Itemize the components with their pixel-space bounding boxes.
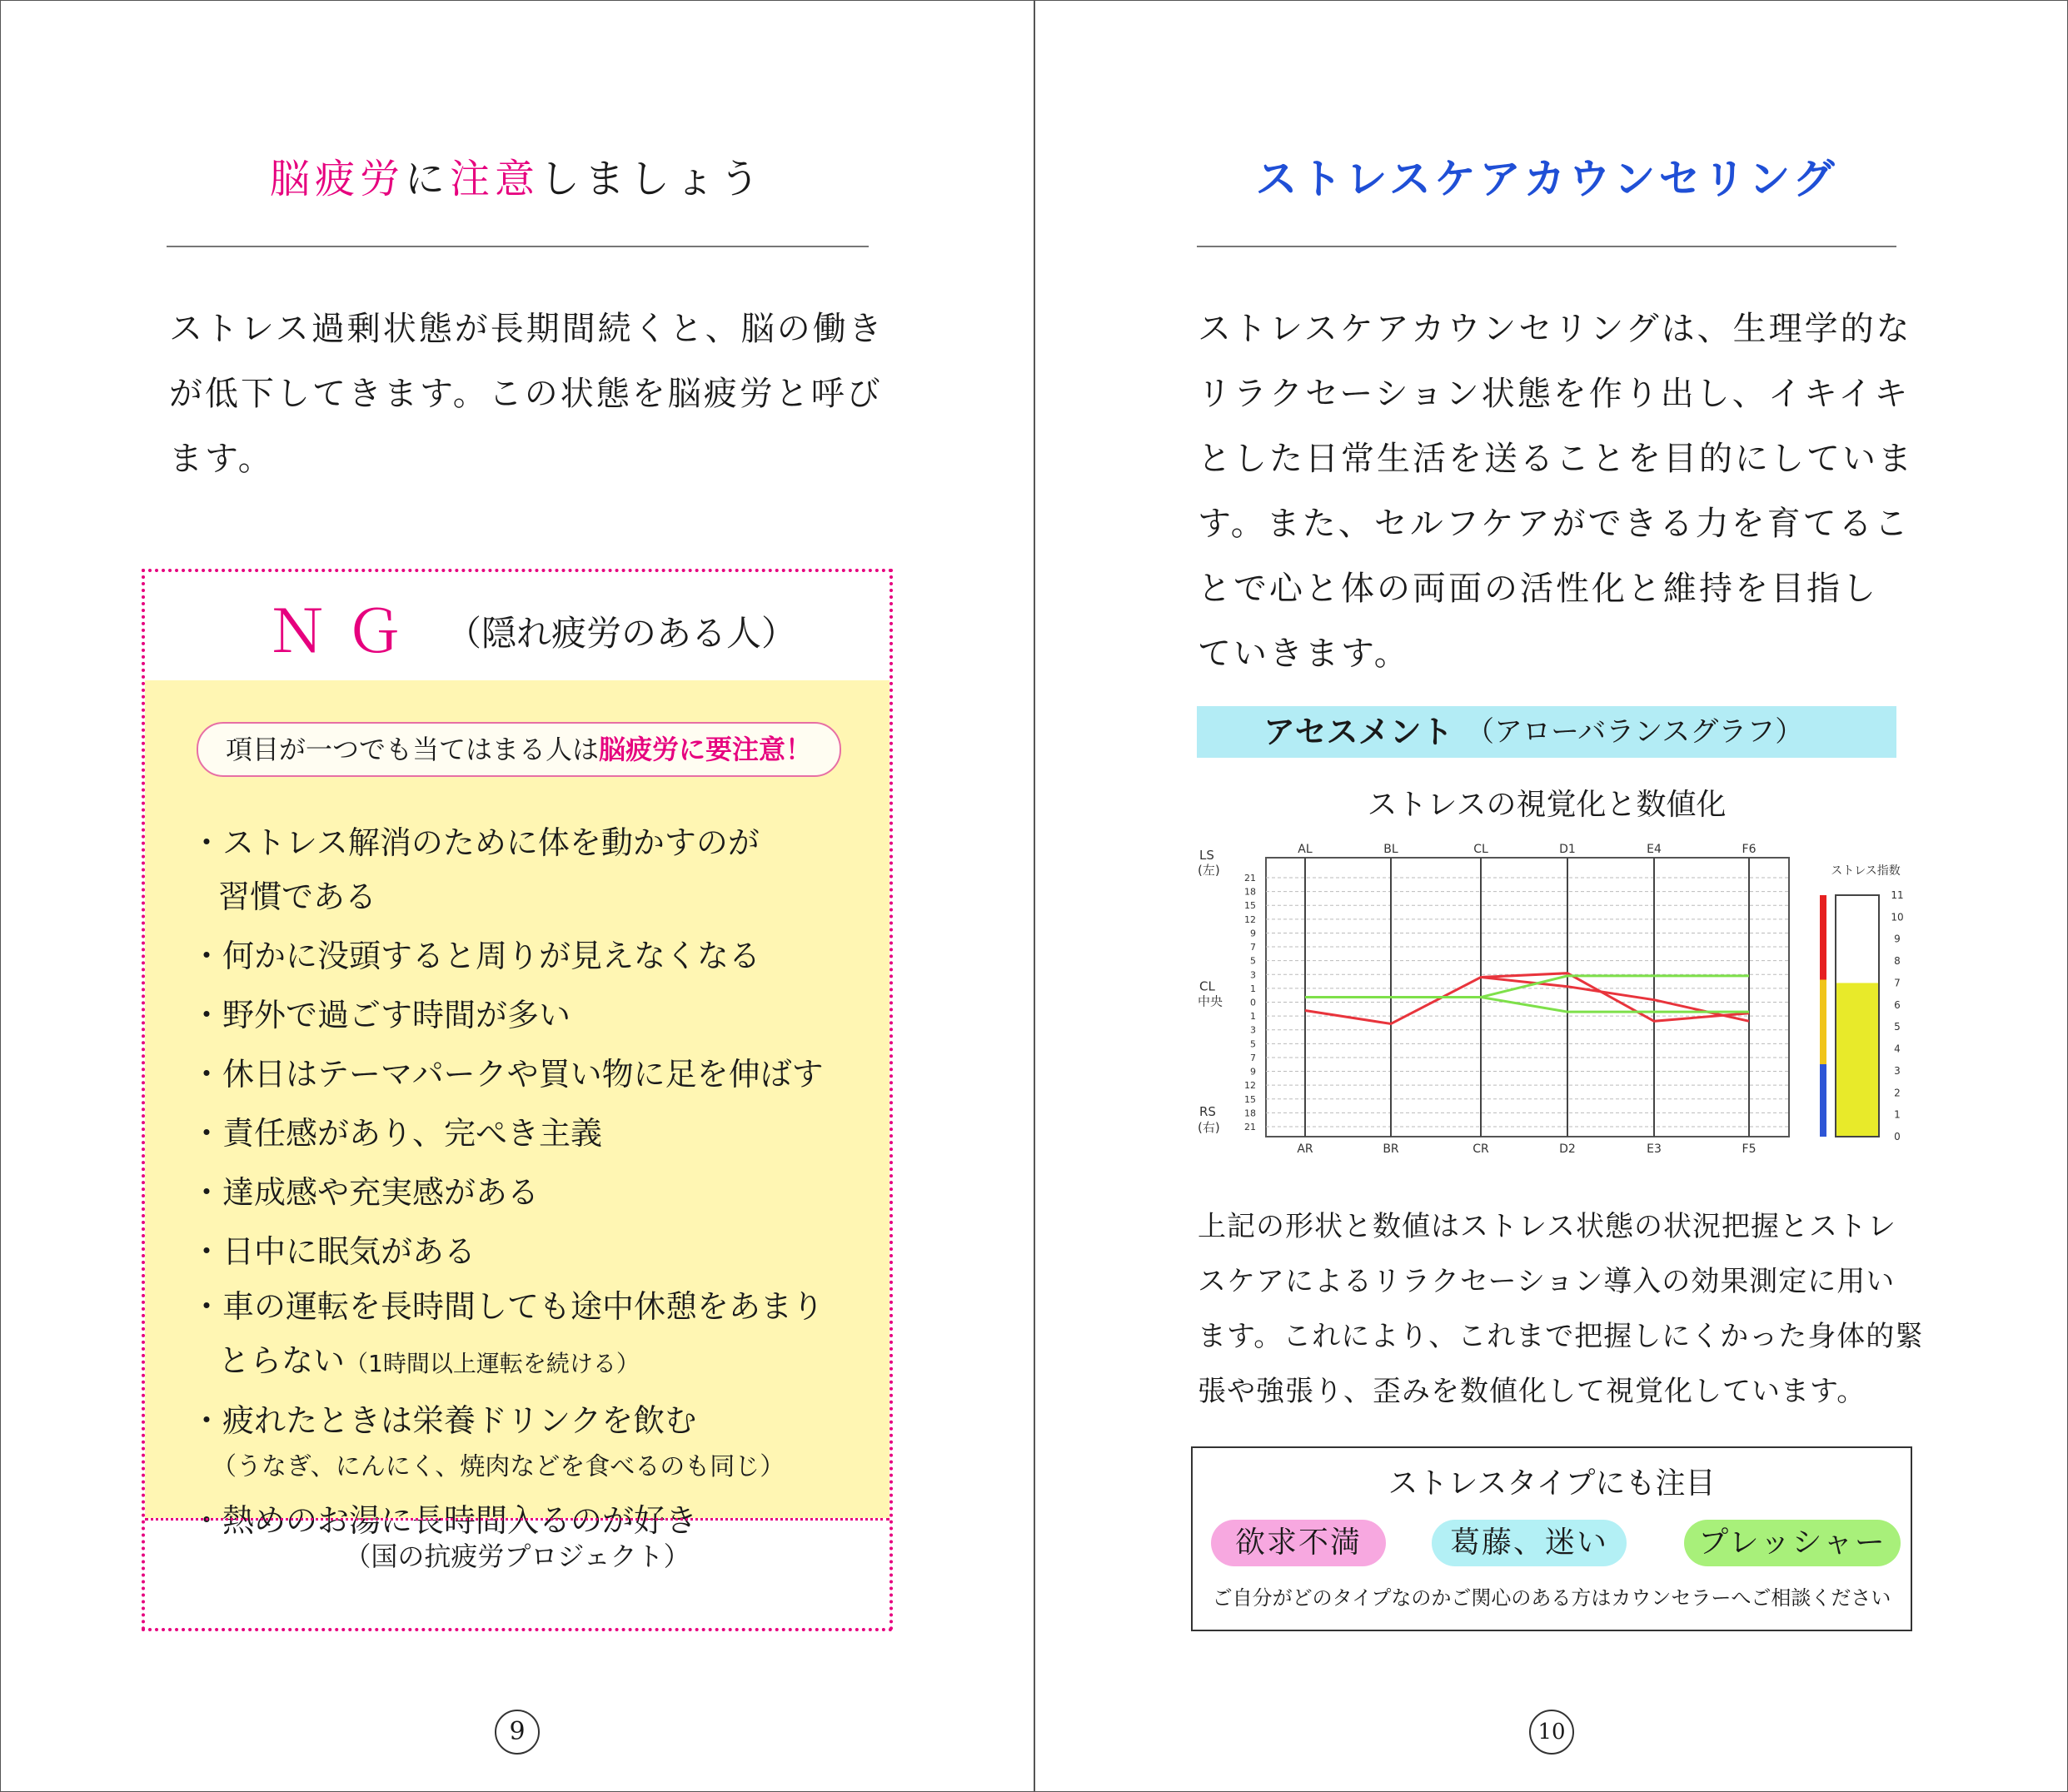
gauge-tick-label: 1: [1894, 1108, 1901, 1121]
gauge-tick-label: 8: [1894, 955, 1901, 968]
gauge-tick-label: 3: [1894, 1064, 1901, 1077]
title-word-caution: 注意: [450, 156, 541, 202]
gauge-tick-label: 4: [1894, 1043, 1901, 1055]
y-tick-label: 3: [1250, 1024, 1256, 1036]
chart-description: [1198, 1199, 1924, 1419]
description-line: 張や強張り、歪みを数値化して視覚化しています。: [1198, 1375, 1866, 1408]
page-fold-line: [1034, 0, 1035, 1792]
warning-pill: [197, 722, 841, 777]
gauge-tick-label: 7: [1894, 977, 1901, 989]
gauge-tick-label: 9: [1894, 933, 1901, 945]
gauge-label: ストレス指数: [1831, 864, 1901, 878]
title-word-brain-fatigue: 脳疲労: [269, 156, 405, 202]
left-axis-label-top: LS: [1199, 848, 1214, 863]
chart-title: ストレスの視覚化と数値化: [1367, 788, 1727, 822]
right-title-rule: [1197, 246, 1896, 247]
checklist-item-cont-text: とらない: [218, 1342, 346, 1379]
top-axis-label: BL: [1383, 843, 1398, 856]
stress-type-note: ご自分がどのタイプなのかご関心のある方はカウンセラーへご相談ください: [1212, 1586, 1891, 1610]
y-tick-label: 15: [1244, 1093, 1256, 1105]
left-axis-label-mid: 中央: [1198, 993, 1223, 1009]
y-tick-label: 0: [1250, 997, 1256, 1008]
y-tick-label: 9: [1250, 928, 1256, 939]
arrow-balance-chart: [1183, 841, 1916, 1174]
y-tick-label: 18: [1244, 886, 1256, 898]
gauge-fill: [1836, 983, 1878, 1136]
ng-subtitle: （隠れ疲労のある人）: [446, 613, 797, 654]
gauge-tick-label: 11: [1891, 889, 1904, 901]
intro-line: とで心と体の両面の活性化と維持を目指し: [1198, 570, 1878, 608]
top-axis-label: F6: [1742, 843, 1757, 856]
gauge-band-blue: [1820, 1064, 1826, 1137]
left-title-rule: [167, 246, 869, 247]
right-page-number: 10: [1529, 1710, 1574, 1755]
y-tick-label: 7: [1250, 942, 1256, 953]
right-page-title: ストレスケアカウンセリング: [1255, 155, 1838, 203]
title-particle: に: [404, 156, 450, 202]
gauge-band-yellow: [1820, 980, 1826, 1065]
y-tick-label: 21: [1244, 1122, 1256, 1132]
intro-line: ます。: [169, 440, 274, 478]
left-page-number: 9: [495, 1710, 540, 1755]
top-axis-label: E4: [1647, 843, 1662, 856]
intro-line: リラクセーション状態を作り出し、イキイキ: [1198, 375, 1911, 413]
gauge-tick-label: 5: [1894, 1021, 1901, 1033]
checklist-item: ・車の運転を長時間しても途中休憩をあまり: [191, 1288, 825, 1325]
y-tick-label: 9: [1250, 1066, 1256, 1078]
checklist-item-cont: 習慣である: [218, 879, 377, 915]
ng-header: [145, 572, 889, 680]
left-axis-label-mid: CL: [1199, 978, 1215, 994]
ng-source-separator: [145, 1518, 889, 1521]
y-tick-label: 5: [1250, 1038, 1256, 1050]
description-line: 上記の形状と数値はストレス状態の状況把握とストレ: [1198, 1210, 1896, 1243]
y-tick-label: 5: [1250, 955, 1256, 967]
bottom-axis-label: F5: [1742, 1142, 1757, 1156]
ng-box: [142, 569, 893, 1631]
checklist-item: ・達成感や充実感がある: [191, 1174, 540, 1211]
y-tick-label: 21: [1244, 873, 1256, 884]
checklist-item: ・野外で過ごす時間が多い: [191, 997, 571, 1033]
gauge-tick-label: 2: [1894, 1087, 1901, 1099]
checklist-item: ・何かに没頭すると周りが見えなくなる: [191, 938, 761, 974]
bottom-axis-label: BR: [1383, 1142, 1399, 1156]
y-tick-label: 12: [1244, 913, 1256, 925]
ng-mark: ＮＧ: [268, 598, 421, 666]
y-tick-label: 3: [1250, 969, 1256, 981]
y-tick-label: 1: [1250, 1011, 1256, 1023]
description-line: スケアによるリラクセーション導入の効果測定に用い: [1198, 1265, 1896, 1298]
bottom-axis-label: D2: [1559, 1142, 1576, 1156]
stress-type-box: [1191, 1446, 1912, 1631]
left-intro-paragraph: [169, 296, 885, 491]
left-axis-label-top: (左): [1198, 863, 1220, 878]
intro-line: とした日常生活を送ることを目的にしていま: [1198, 440, 1914, 478]
assessment-sub: （アローバランスグラフ）: [1466, 715, 1804, 749]
intro-line: ストレスケアカウンセリングは、生理学的な: [1198, 310, 1912, 348]
left-axis-label-bottom: (右): [1198, 1120, 1220, 1135]
top-axis-label: D1: [1559, 843, 1576, 856]
top-axis-label: CL: [1473, 843, 1488, 856]
assessment-label: アセスメント: [1263, 714, 1453, 750]
top-axis-label: AL: [1298, 843, 1313, 856]
pill-emphasis: 脳疲労に要注意！: [599, 734, 813, 765]
intro-line: ていきます。: [1198, 635, 1410, 673]
assessment-banner: [1197, 706, 1896, 758]
right-intro-paragraph: [1198, 296, 1914, 686]
checklist-item-note: （うなぎ、にんにく、焼肉などを食べるのも同じ）: [212, 1452, 785, 1481]
bottom-axis-label: CR: [1473, 1142, 1489, 1156]
left-page-title: [142, 150, 893, 208]
y-tick-label: 7: [1250, 1052, 1256, 1063]
y-tick-label: 15: [1244, 900, 1256, 912]
y-tick-label: 18: [1244, 1108, 1256, 1119]
gauge-tick-label: 6: [1894, 998, 1901, 1011]
ng-checklist-panel: [145, 680, 889, 1539]
left-axis-label-bottom: RS: [1199, 1104, 1216, 1119]
gauge-tick-label: 0: [1894, 1131, 1901, 1142]
description-line: ます。これにより、これまで把握しにくかった身体的緊: [1198, 1320, 1925, 1353]
y-tick-label: 12: [1244, 1080, 1256, 1092]
intro-line: ストレス過剰状態が長期間続くと、脳の働き: [169, 310, 885, 348]
stress-type-title: ストレスタイプにも注目: [1388, 1466, 1716, 1501]
checklist-item: ・疲れたときは栄養ドリンクを飲む: [191, 1402, 697, 1439]
title-suffix: しましょう: [540, 156, 765, 202]
checklist-item: ・休日はテーマパークや買い物に足を伸ばす: [191, 1056, 824, 1093]
stress-tag-conflict: 葛藤、迷い: [1432, 1520, 1627, 1566]
stress-tag-pressure: プレッシャー: [1684, 1520, 1901, 1566]
gauge-band-red: [1820, 895, 1826, 980]
checklist-item-note: （1時間以上運転を続ける）: [345, 1350, 640, 1377]
checklist-item: ・ストレス解消のために体を動かすのが: [191, 824, 760, 861]
bottom-axis-label: AR: [1297, 1142, 1313, 1156]
checklist-item-cont: [218, 1337, 640, 1387]
intro-line: す。また、セルフケアができる力を育てるこ: [1198, 505, 1911, 543]
checklist-item: ・日中に眠気がある: [191, 1233, 476, 1270]
checklist-item: ・熱めのお湯に長時間入るのが好き: [191, 1502, 698, 1539]
checklist-item: ・責任感があり、完ぺき主義: [191, 1115, 603, 1152]
bottom-axis-label: E3: [1647, 1142, 1662, 1156]
gauge-tick-label: 10: [1891, 911, 1904, 923]
ng-source: （国の抗疲労プロジェクト）: [344, 1541, 690, 1572]
stress-tag-frustration: 欲求不満: [1211, 1520, 1386, 1566]
pill-text: 項目が一つでも当てはまる人は: [225, 734, 599, 765]
intro-line: が低下してきます。この状態を脳疲労と呼び: [169, 375, 883, 413]
y-tick-label: 1: [1250, 983, 1256, 994]
